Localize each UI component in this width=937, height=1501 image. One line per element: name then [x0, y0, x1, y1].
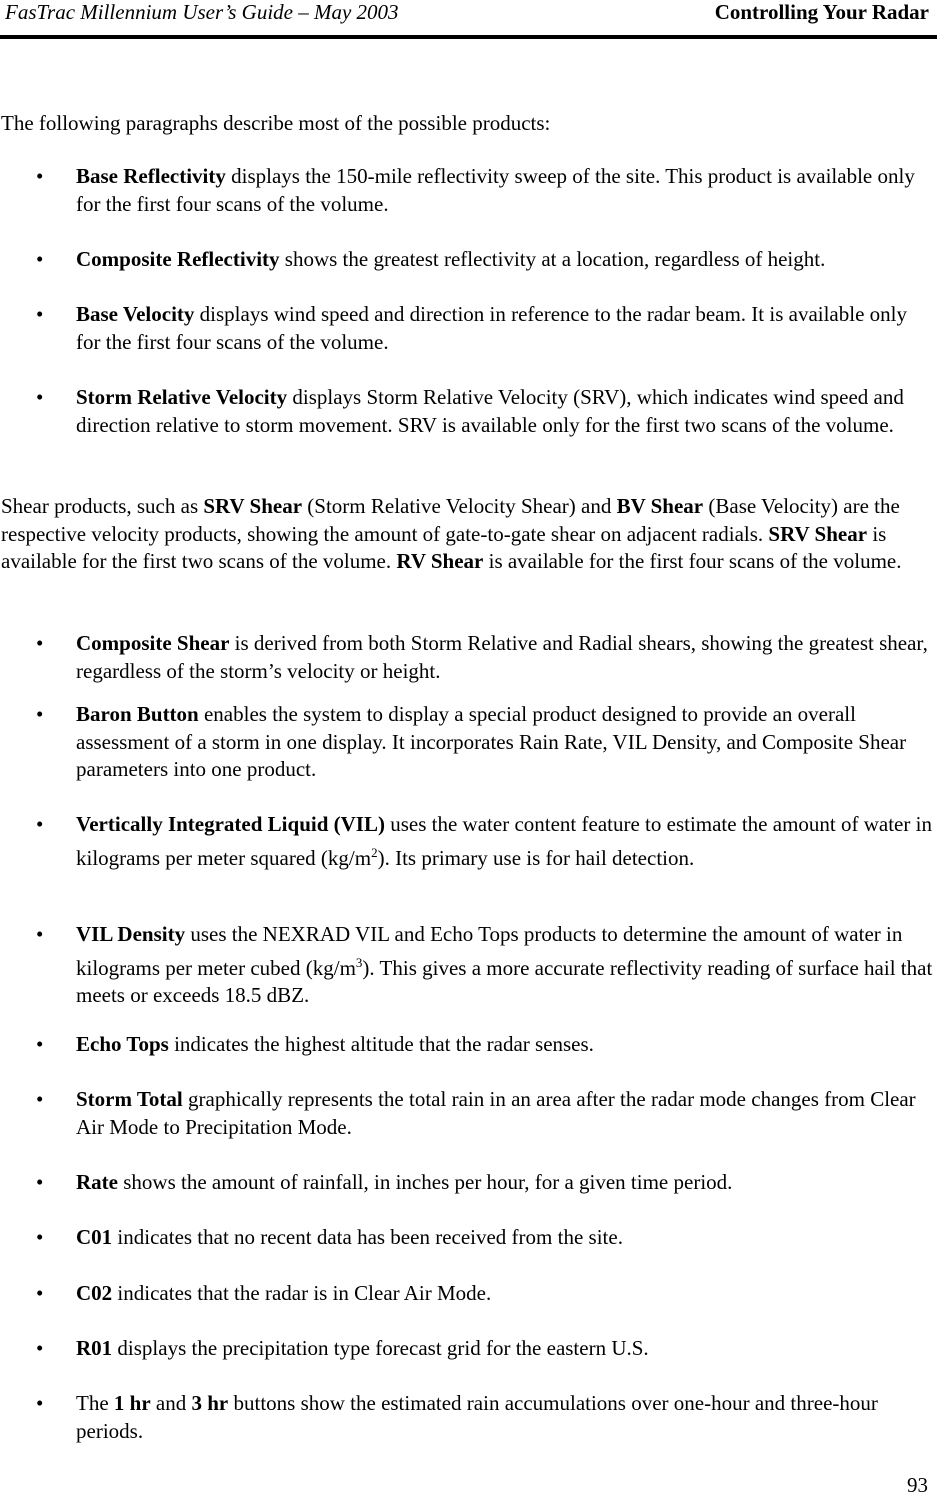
bullet-icon: • [36, 631, 44, 655]
bullet-icon: • [36, 1087, 44, 1111]
list-item-text: Rate shows the amount of rainfall, in inches per hour, for a given time period. [76, 1170, 733, 1194]
bullet-icon: • [36, 247, 44, 271]
term: Base Reflectivity [76, 164, 226, 188]
list-item-text: VIL Density uses the NEXRAD VIL and Echo Tops products to determine the amount of water in kilograms per meter cubed $(kg/m^3)$. This gives a more accurate reflectivity reading of surface hail that meets or exceeds 18.5 dBZ. [76, 922, 933, 1007]
term: Vertically Integrated Liquid (VIL) [76, 812, 385, 836]
page-header [0, 0, 937, 40]
list-item-text: Vertically Integrated Liquid (VIL) uses the water content feature to estimate the amount of water in kilograms per meter squared $(kg/m^2)$. Its primary use is for hail detection. [76, 812, 932, 870]
term: Composite Reflectivity [76, 247, 280, 271]
list-item-text: Composite Reflectivity shows the greatest reflectivity at a location, regardless of height. [76, 247, 826, 271]
term: C01 [76, 1225, 113, 1249]
term: Base Velocity [76, 302, 195, 326]
list-item-text: Storm Relative Velocity displays Storm Relative Velocity (SRV), which indicates wind speed and direction relative to storm movement. SRV is available only for the first two scans of the volume. [76, 385, 904, 437]
list-item-text: C02 indicates that the radar is in Clear Air Mode. [76, 1281, 492, 1305]
list-item-text: Composite Shear is derived from both Storm Relative and Radial shears, showing the greatest shear, regardless of the storm’s velocity or height. [76, 631, 928, 683]
term: Rate [76, 1170, 118, 1194]
bullet-icon: • [36, 1336, 44, 1360]
chapter-title: Controlling Your Radar [714, 0, 929, 24]
bullet-icon: • [36, 1391, 44, 1415]
term: R01 [76, 1336, 113, 1360]
bullet-icon: • [36, 1281, 44, 1305]
term: Baron Button [76, 702, 199, 726]
bullet-icon: • [36, 385, 44, 409]
term: Echo Tops [76, 1032, 169, 1056]
list-item-text: Echo Tops indicates the highest altitude that the radar senses. [76, 1032, 594, 1056]
bullet-icon: • [36, 812, 44, 836]
term: Composite Shear [76, 631, 230, 655]
term: Storm Total [76, 1087, 183, 1111]
term: Storm Relative Velocity [76, 385, 288, 409]
bullet-icon: • [36, 1032, 44, 1056]
shear-paragraph: Shear products, such as SRV Shear (Storm Relative Velocity Shear) and BV Shear (Base Velocity) are the respective velocity products, showing the amount of gate-to-gate shear on adjacent radials. SRV Shear is available for the first two scans of the volume. RV Shear is available for the first four scans of the volume. [1, 494, 902, 573]
list-item-text: Base Velocity displays wind speed and direction in reference to the radar beam. It is available only for the first four scans of the volume. [76, 302, 907, 354]
header-divider [0, 35, 937, 39]
list-item-text: C01 indicates that no recent data has been received from the site. [76, 1225, 623, 1249]
list-item-text: R01 displays the precipitation type forecast grid for the eastern U.S. [76, 1336, 649, 1360]
term: C02 [76, 1281, 113, 1305]
bullet-icon: • [36, 302, 44, 326]
bullet-icon: • [36, 922, 44, 946]
list-item-text: The 1 hr and 3 hr buttons show the estimated rain accumulations over one-hour and three-hour periods. [76, 1391, 878, 1443]
term: VIL Density [76, 922, 186, 946]
list-item-text: Baron Button enables the system to display a special product designed to provide an overall assessment of a storm in one display. It incorporates Rain Rate, VIL Density, and Composite Shear parameters into one product. [76, 702, 907, 781]
list-item-text: Base Reflectivity displays the 150-mile reflectivity sweep of the site. This product is available only for the first four scans of the volume. [76, 164, 915, 216]
bullet-icon: • [36, 164, 44, 188]
document-title: FasTrac Millennium User’s Guide – May 2003 [5, 0, 399, 24]
bullet-icon: • [36, 702, 44, 726]
page-number: 93 [907, 1473, 928, 1497]
intro-paragraph: The following paragraphs describe most of the possible products: [1, 111, 551, 135]
bullet-icon: • [36, 1225, 44, 1249]
bullet-icon: • [36, 1170, 44, 1194]
list-item-text: Storm Total graphically represents the total rain in an area after the radar mode changes from Clear Air Mode to Precipitation Mode. [76, 1087, 916, 1139]
